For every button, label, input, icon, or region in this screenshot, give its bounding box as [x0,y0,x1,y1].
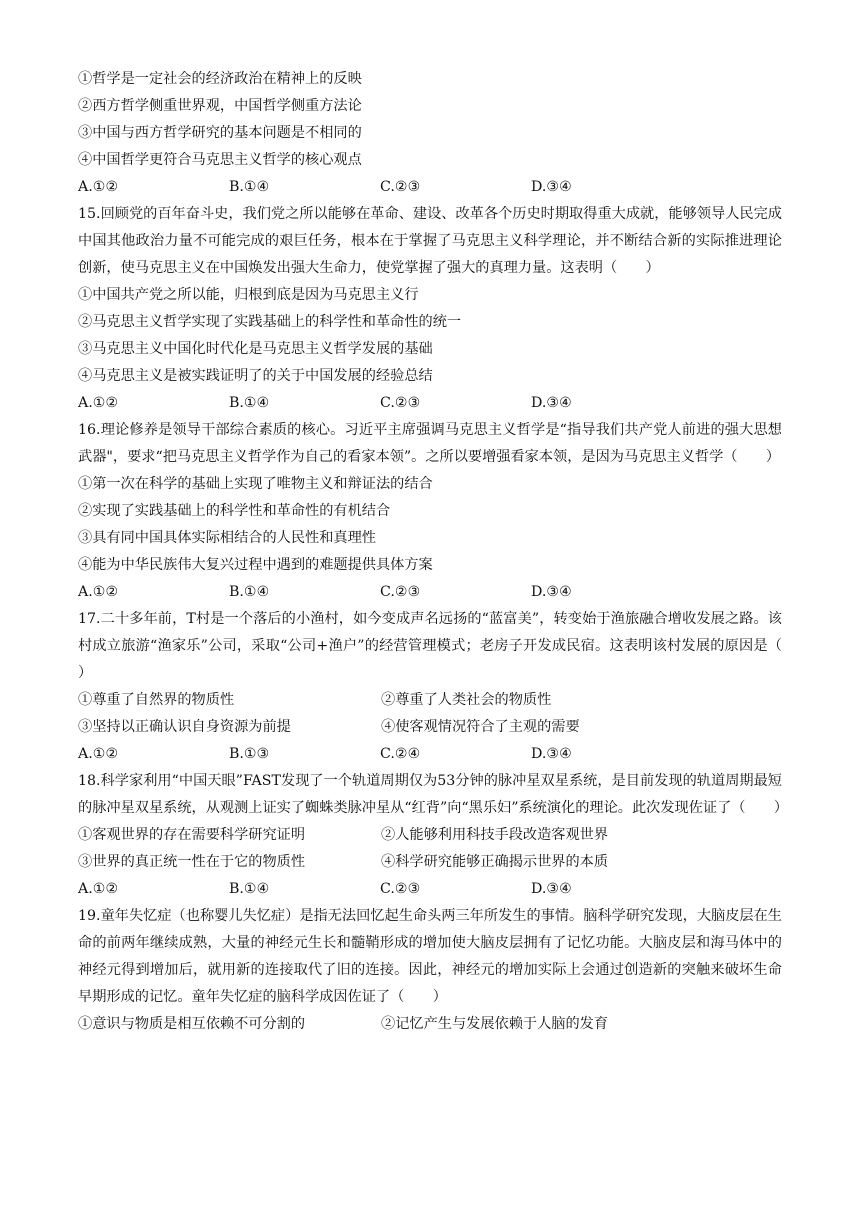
question-15 [78,201,782,417]
q18-item-2: ②人能够利用科技手段改造客观世界 [381,827,609,843]
question-16 [78,417,782,606]
q14-item-3: ③中国与西方哲学研究的基本问题是不相同的 [78,125,362,141]
q17-option-c: C.②④ [380,746,421,762]
q17-item-2: ②尊重了人类社会的物质性 [381,692,552,708]
q16-item-4: ④能为中华民族伟大复兴过程中遇到的难题提供具体方案 [78,557,433,573]
q18-items-row-2 [78,849,782,876]
q18-option-c: C.②③ [380,881,421,897]
q14-item-4: ④中国哲学更符合马克思主义哲学的核心观点 [78,152,362,168]
q17-item-1: ①尊重了自然界的物质性 [78,692,235,708]
q15-item-4: ④马克思主义是被实践证明了的关于中国发展的经验总结 [78,368,433,384]
q19-items-row-1 [78,1011,782,1038]
q14-item-1: ①哲学是一定社会的经济政治在精神上的反映 [78,71,362,87]
q16-options [78,579,782,606]
q18-options [78,876,782,903]
question-19 [78,903,782,1038]
question-14 [78,66,782,201]
q17-item-4: ④使客观情况符合了主观的需要 [381,719,580,735]
q18-item-1: ①客观世界的存在需要科学研究证明 [78,827,306,843]
q17-stem: 17.二十多年前，T村是一个落后的小渔村，如今变成声名远扬的“蓝富美”，转变始于渔旅融合增收发展之路。该村成立旅游“渔家乐”公司，采取“公司+渔户”的经营管理模式；老房子开发成民宿。这表明该村发展的原因是（ ） [78,611,811,681]
q15-item-2: ②马克思主义哲学实现了实践基础上的科学性和革命性的统一 [78,314,462,330]
q14-options [78,174,782,201]
q16-option-a: A.①② [78,584,119,600]
q14-option-c: C.②③ [380,179,421,195]
q16-stem: 16.理论修养是领导干部综合素质的核心。习近平主席强调马克思主义哲学是“指导我们共产党人前进的强大思想武器"，要求“把马克思主义哲学作为自己的看家本领”。之所以要增强看家本领，是因为马克思主义哲学（ ） [78,422,782,465]
q15-item-3: ③马克思主义中国化时代化是马克思主义哲学发展的基础 [78,341,433,357]
q17-item-3: ③坚持以正确认识自身资源为前提 [78,719,291,735]
q14-option-d: D.③④ [531,179,572,195]
q14-option-b: B.①④ [229,179,270,195]
q18-stem: 18.科学家利用“中国天眼”FAST发现了一个轨道周期仅为53分钟的脉冲星双星系统，是目前发现的轨道周期最短的脉冲星双星系统，从观测上证实了蜘蛛类脉冲星从“红背”向“黑乐妇”系统演化的理论。此次发现佐证了（ ） [78,773,789,816]
q17-option-d: D.③④ [531,746,572,762]
q16-option-c: C.②③ [380,584,421,600]
q18-option-d: D.③④ [531,881,572,897]
q15-option-c: C.②③ [380,395,421,411]
q14-option-a: A.①② [78,179,119,195]
question-17 [78,606,811,768]
q15-option-a: A.①② [78,395,119,411]
q16-item-2: ②实现了实践基础上的科学性和革命性的有机结合 [78,503,391,519]
exam-page [78,66,811,1038]
q19-stem: 19.童年失忆症（也称婴儿失忆症）是指无法回忆起生命头两三年所发生的事情。脑科学研究发现，大脑皮层在生命的前两年继续成熟，大量的神经元生长和髓鞘形成的增加使大脑皮层拥有了记忆功能。大脑皮层和海马体中的神经元得到增加后，就用新的连接取代了旧的连接。因此，神经元的增加实际上会通过创造新的突触来破坏生命早期形成的记忆。童年失忆症的脑科学成因佐证了（ ） [78,908,782,1005]
q17-items-row-2 [78,714,782,741]
q16-option-b: B.①④ [229,584,270,600]
q15-options [78,390,782,417]
q17-option-b: B.①③ [229,746,270,762]
q19-item-2: ②记忆产生与发展依赖于人脑的发育 [381,1016,609,1032]
q15-option-d: D.③④ [531,395,572,411]
q14-item-2: ②西方哲学侧重世界观，中国哲学侧重方法论 [78,98,362,114]
q17-option-a: A.①② [78,746,119,762]
question-18 [78,768,789,903]
q15-option-b: B.①④ [229,395,270,411]
q18-option-b: B.①④ [229,881,270,897]
q17-options [78,741,782,768]
q19-item-1: ①意识与物质是相互依赖不可分割的 [78,1016,306,1032]
q16-item-1: ①第一次在科学的基础上实现了唯物主义和辩证法的结合 [78,476,433,492]
q16-item-3: ③具有同中国具体实际相结合的人民性和真理性 [78,530,376,546]
q15-stem: 15.回顾党的百年奋斗史，我们党之所以能够在革命、建设、改革各个历史时期取得重大成就，能够领导人民完成中国其他政治力量不可能完成的艰巨任务，根本在于掌握了马克思主义科学理论，并不断结合新的实际推进理论创新，使马克思主义在中国焕发出强大生命力，使党掌握了强大的真理力量。这表明（ ） [78,206,782,276]
q18-option-a: A.①② [78,881,119,897]
q16-option-d: D.③④ [531,584,572,600]
q18-items-row-1 [78,822,782,849]
q15-item-1: ①中国共产党之所以能，归根到底是因为马克思主义行 [78,287,419,303]
q18-item-4: ④科学研究能够正确揭示世界的本质 [381,854,609,870]
q17-items-row-1 [78,687,782,714]
q18-item-3: ③世界的真正统一性在于它的物质性 [78,854,306,870]
